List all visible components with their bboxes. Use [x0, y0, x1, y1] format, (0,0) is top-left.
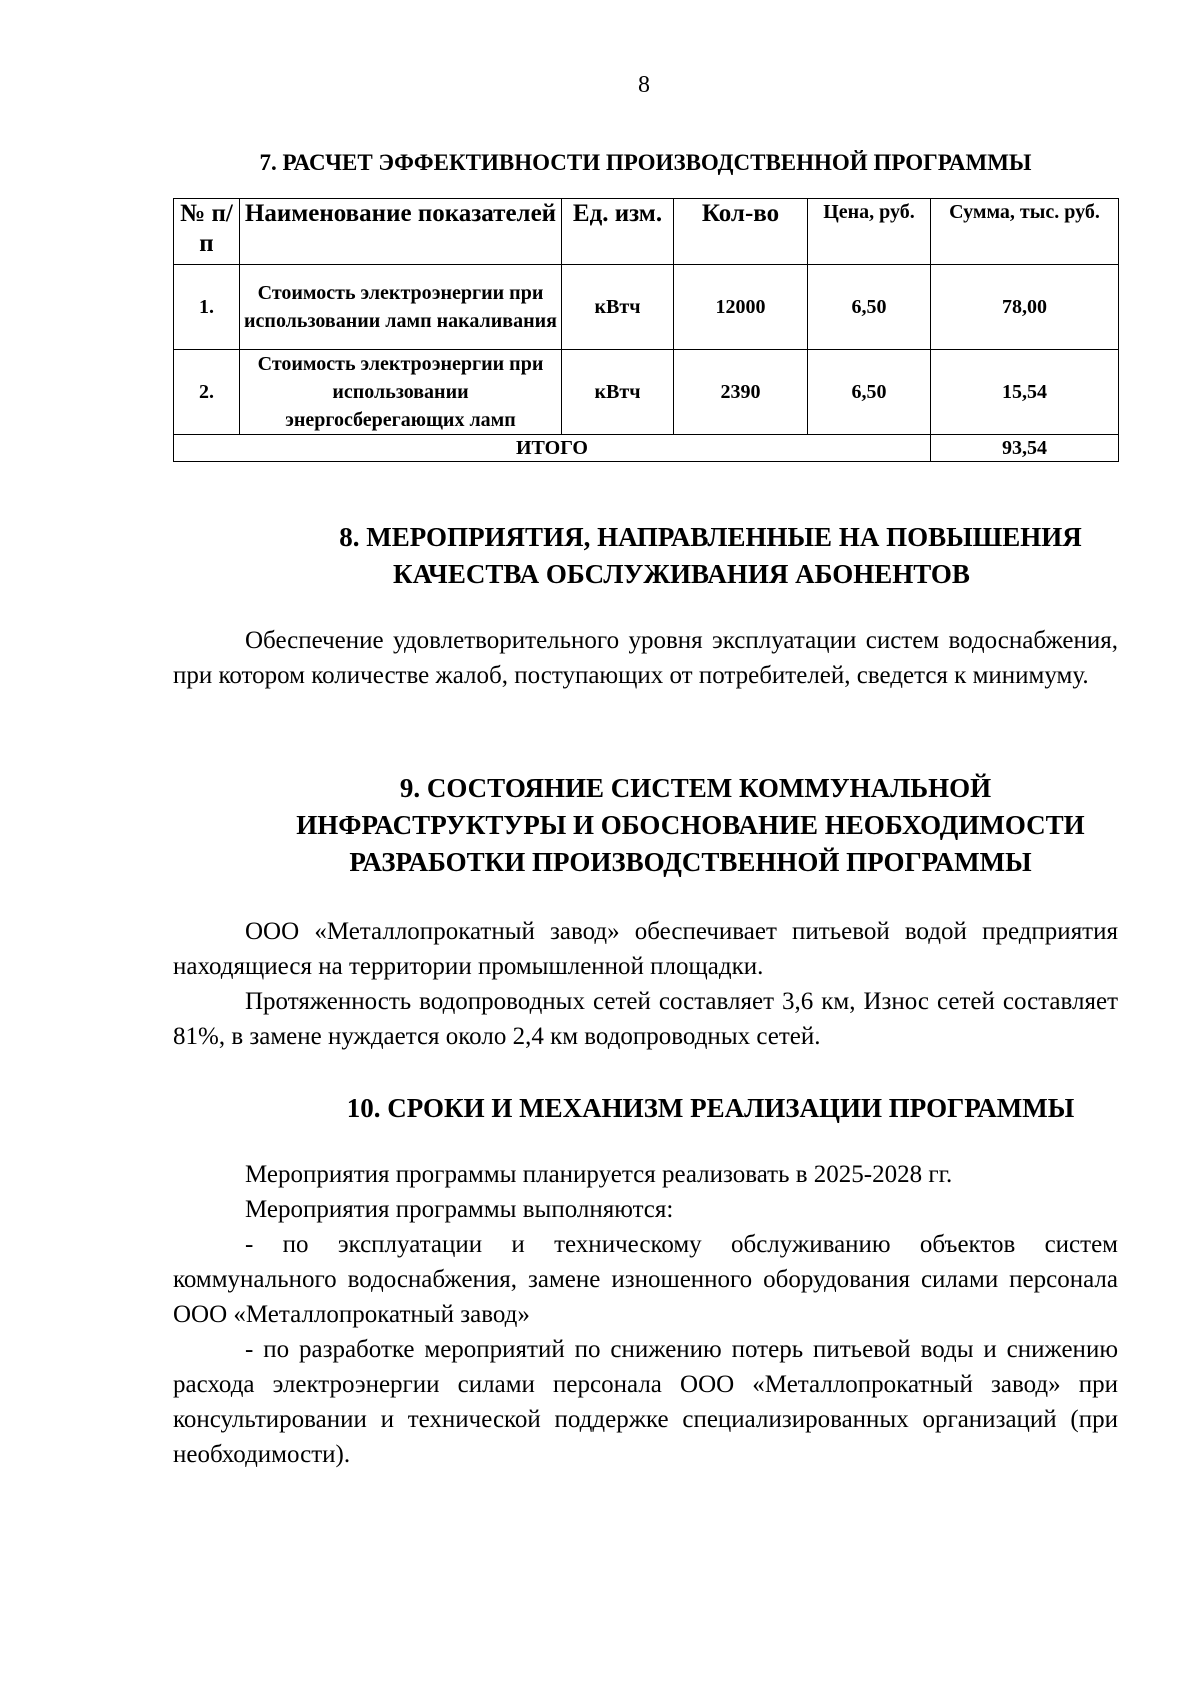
header-num: № п/п	[174, 199, 240, 265]
total-label: ИТОГО	[174, 435, 931, 462]
header-unit: Ед. изм.	[562, 199, 674, 265]
row-name: Стоимость электроэнергии при использовании ламп накаливания	[240, 265, 562, 350]
section-9-paragraph-2: Протяженность водопроводных сетей составляет 3,6 км, Износ сетей составляет 81%, в замене нуждается около 2,4 км водопроводных сетей.	[173, 988, 1118, 1050]
row-qty: 12000	[674, 265, 808, 350]
section-9-heading	[173, 770, 1118, 881]
row-sum: 78,00	[931, 265, 1119, 350]
section-10-title: 10. СРОКИ И МЕХАНИЗМ РЕАЛИЗАЦИИ ПРОГРАММЫ	[346, 1093, 1075, 1123]
row-name: Стоимость электроэнергии при использовании энергосберегающих ламп	[240, 350, 562, 435]
section-8-title-line-1: 8. МЕРОПРИЯТИЯ, НАПРАВЛЕННЫЕ НА ПОВЫШЕНИЯ	[339, 522, 1082, 552]
section-9-paragraph-1: ООО «Металлопрокатный завод» обеспечивает питьевой водой предприятия находящиеся на территории промышленной площадки.	[173, 918, 1118, 980]
header-qty: Кол-во	[674, 199, 808, 265]
table-header-row	[174, 199, 1119, 265]
table-total-row	[174, 435, 1119, 462]
section-10-paragraph-3: - по эксплуатации и техническому обслуживанию объектов систем коммунального водоснабжения, замене изношенного оборудования силами персонала ООО «Металлопрокатный завод»	[173, 1231, 1118, 1328]
row-unit: кВтч	[562, 350, 674, 435]
section-9-title-line-1: 9. СОСТОЯНИЕ СИСТЕМ КОММУНАЛЬНОЙ	[399, 773, 992, 803]
row-num: 1.	[174, 265, 240, 350]
table-row	[174, 350, 1119, 435]
table-row	[174, 265, 1119, 350]
total-sum: 93,54	[931, 435, 1119, 462]
header-sum: Сумма, тыс. руб.	[931, 199, 1119, 265]
row-qty: 2390	[674, 350, 808, 435]
section-10-paragraph-2: Мероприятия программы выполняются:	[245, 1196, 674, 1223]
section-10-paragraph-4: - по разработке мероприятий по снижению потерь питьевой воды и снижению расхода электроэнергии силами персонала ООО «Металлопрокатный завод» при консультировании и технической поддержке специализированных организаций (при необходимости).	[173, 1336, 1118, 1468]
section-10-paragraph-1: Мероприятия программы планируется реализовать в 2025-2028 гг.	[245, 1161, 953, 1188]
page-content	[173, 148, 1118, 1472]
section-9-title-line-2: ИНФРАСТРУКТУРЫ И ОБОСНОВАНИЕ НЕОБХОДИМОСТИ	[296, 810, 1085, 840]
header-name: Наименование показателей	[240, 199, 562, 265]
row-price: 6,50	[808, 265, 931, 350]
row-unit: кВтч	[562, 265, 674, 350]
section-9-title-line-3: РАЗРАБОТКИ ПРОИЗВОДСТВЕННОЙ ПРОГРАММЫ	[349, 847, 1032, 877]
section-8-paragraph: Обеспечение удовлетворительного уровня эксплуатации систем водоснабжения, при котором количестве жалоб, поступающих от потребителей, сведется к минимуму.	[173, 627, 1118, 689]
efficiency-table	[173, 198, 1119, 462]
row-num: 2.	[174, 350, 240, 435]
row-price: 6,50	[808, 350, 931, 435]
header-price: Цена, руб.	[808, 199, 931, 265]
page-number: 8	[638, 72, 650, 98]
row-sum: 15,54	[931, 350, 1119, 435]
section-8-title-line-2: КАЧЕСТВА ОБСЛУЖИВАНИЯ АБОНЕНТОВ	[393, 559, 970, 589]
section-8-heading	[173, 519, 1118, 593]
section-7-title: 7. РАСЧЕТ ЭФФЕКТИВНОСТИ ПРОИЗВОДСТВЕННОЙ ПРОГРАММЫ	[259, 150, 1032, 175]
